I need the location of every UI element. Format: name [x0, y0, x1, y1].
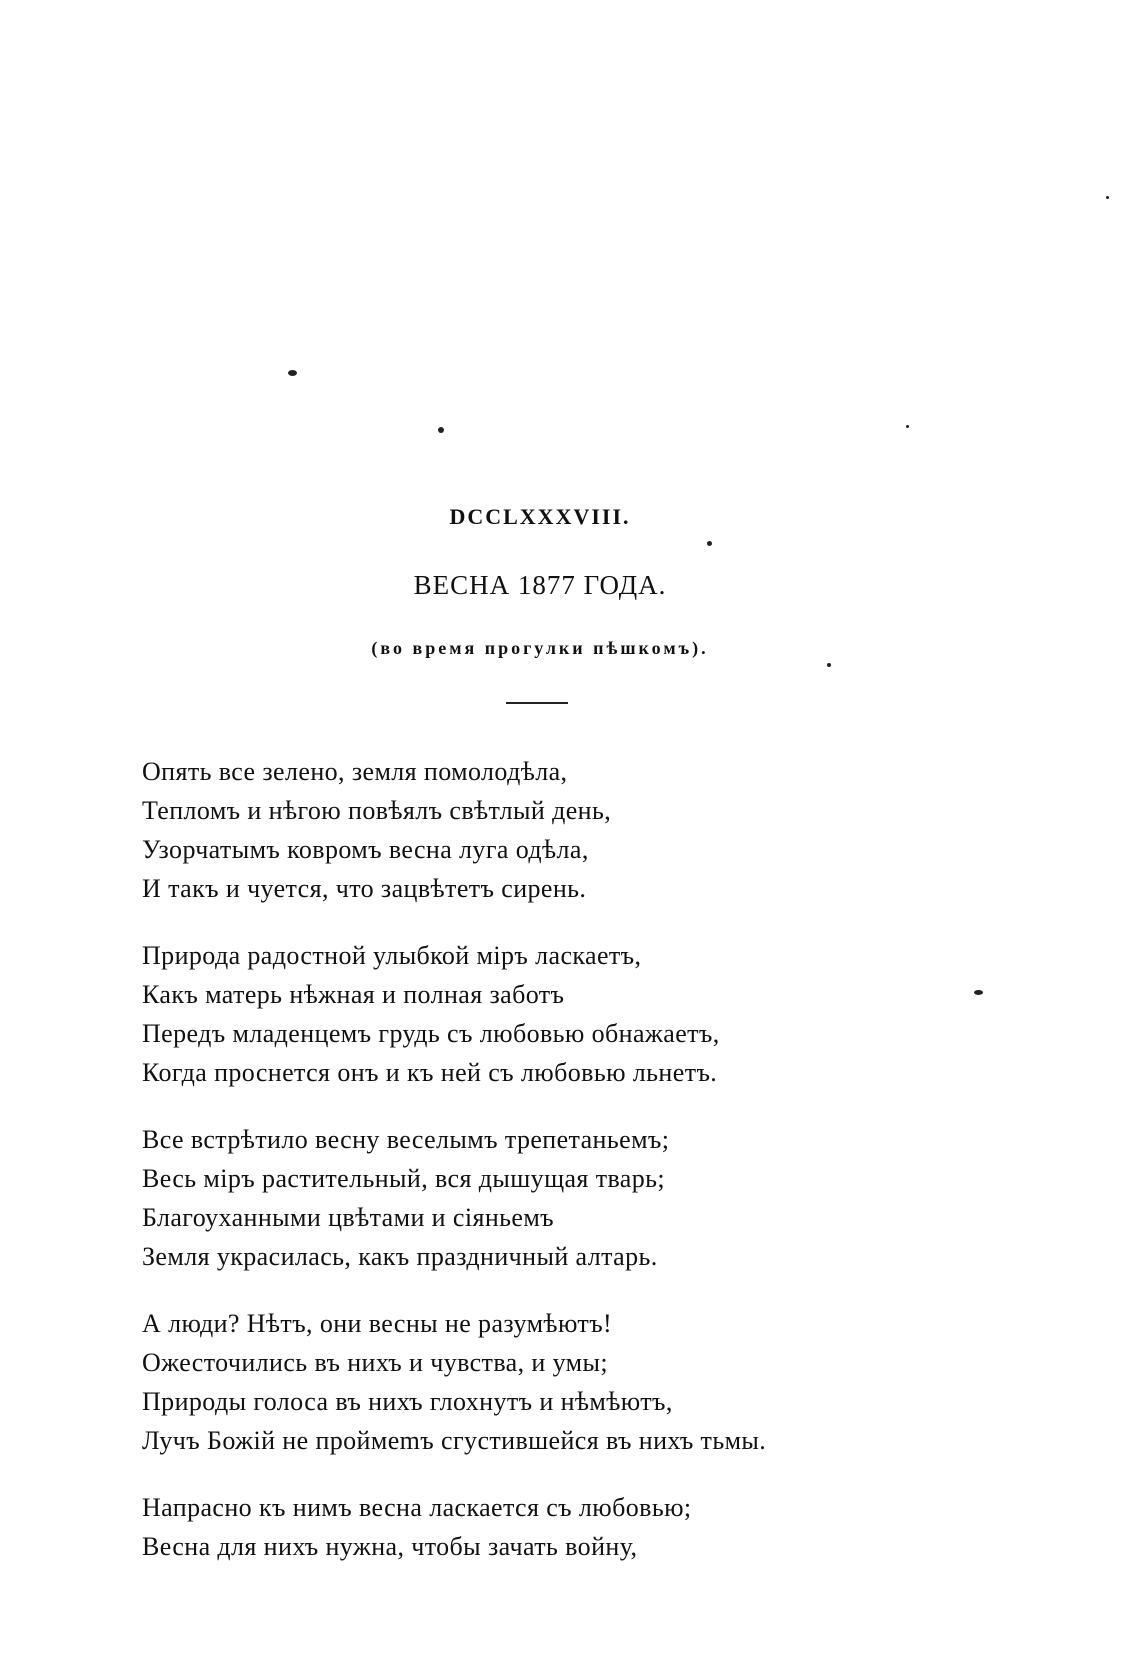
stanza	[142, 1120, 1042, 1276]
verse-line: Все встрѣтило весну веселымъ трепетаньемъ;	[142, 1125, 670, 1154]
verse-line: Лучъ Божій не проймеmъ сгустившейся въ нихъ тьмы.	[142, 1426, 767, 1455]
verse-line: Передъ младенцемъ грудь съ любовью обнажаетъ,	[142, 1019, 720, 1048]
verse-line: Ожесточились въ нихъ и чувства, и умы;	[142, 1348, 609, 1377]
ink-speck	[1106, 196, 1109, 199]
verse-line: Тепломъ и нѣгою повѣялъ свѣтлый день,	[142, 796, 612, 825]
verse-line: Какъ матерь нѣжная и полная заботъ	[142, 980, 565, 1009]
verse-line: Напрасно къ нимъ весна ласкается съ любовью;	[142, 1493, 692, 1522]
verse-line: И такъ и чуется, что зацвѣтетъ сирень.	[142, 874, 587, 903]
stanza	[142, 1304, 1042, 1460]
stanza	[142, 1488, 1042, 1566]
verse-line: Когда проснется онъ и къ ней съ любовью льнетъ.	[142, 1058, 718, 1087]
ink-speck	[438, 427, 444, 433]
poem-body	[142, 752, 1042, 1594]
title-divider	[506, 702, 568, 704]
ink-speck	[827, 663, 831, 667]
poem-subtitle: (во время прогулки пѣшкомъ).	[371, 638, 709, 658]
poem-title: ВЕСНА 1877 ГОДА.	[413, 570, 667, 600]
verse-line: Узорчатымъ ковромъ весна луга одѣла,	[142, 835, 589, 864]
verse-line: Природы голоса въ нихъ глохнутъ и нѣмѣютъ,	[142, 1387, 673, 1416]
ink-speck	[906, 425, 909, 428]
verse-line: Земля украсилась, какъ праздничный алтарь.	[142, 1242, 658, 1271]
poem-number: DCCLXXXVIII.	[449, 504, 631, 529]
verse-line: Весна для нихъ нужна, чтобы зачать войну,	[142, 1532, 638, 1561]
ink-speck	[288, 370, 297, 376]
verse-line: А люди? Нѣтъ, они весны не разумѣютъ!	[142, 1309, 613, 1338]
stanza	[142, 936, 1042, 1092]
verse-line: Весь міръ растительный, вся дышущая тварь;	[142, 1164, 666, 1193]
stanza	[142, 752, 1042, 908]
ink-speck	[707, 541, 712, 546]
verse-line: Природа радостной улыбкой міръ ласкаетъ,	[142, 941, 642, 970]
verse-line: Опять все зелено, земля помолодѣла,	[142, 757, 568, 786]
verse-line: Благоуханными цвѣтами и сіяньемъ	[142, 1203, 555, 1232]
